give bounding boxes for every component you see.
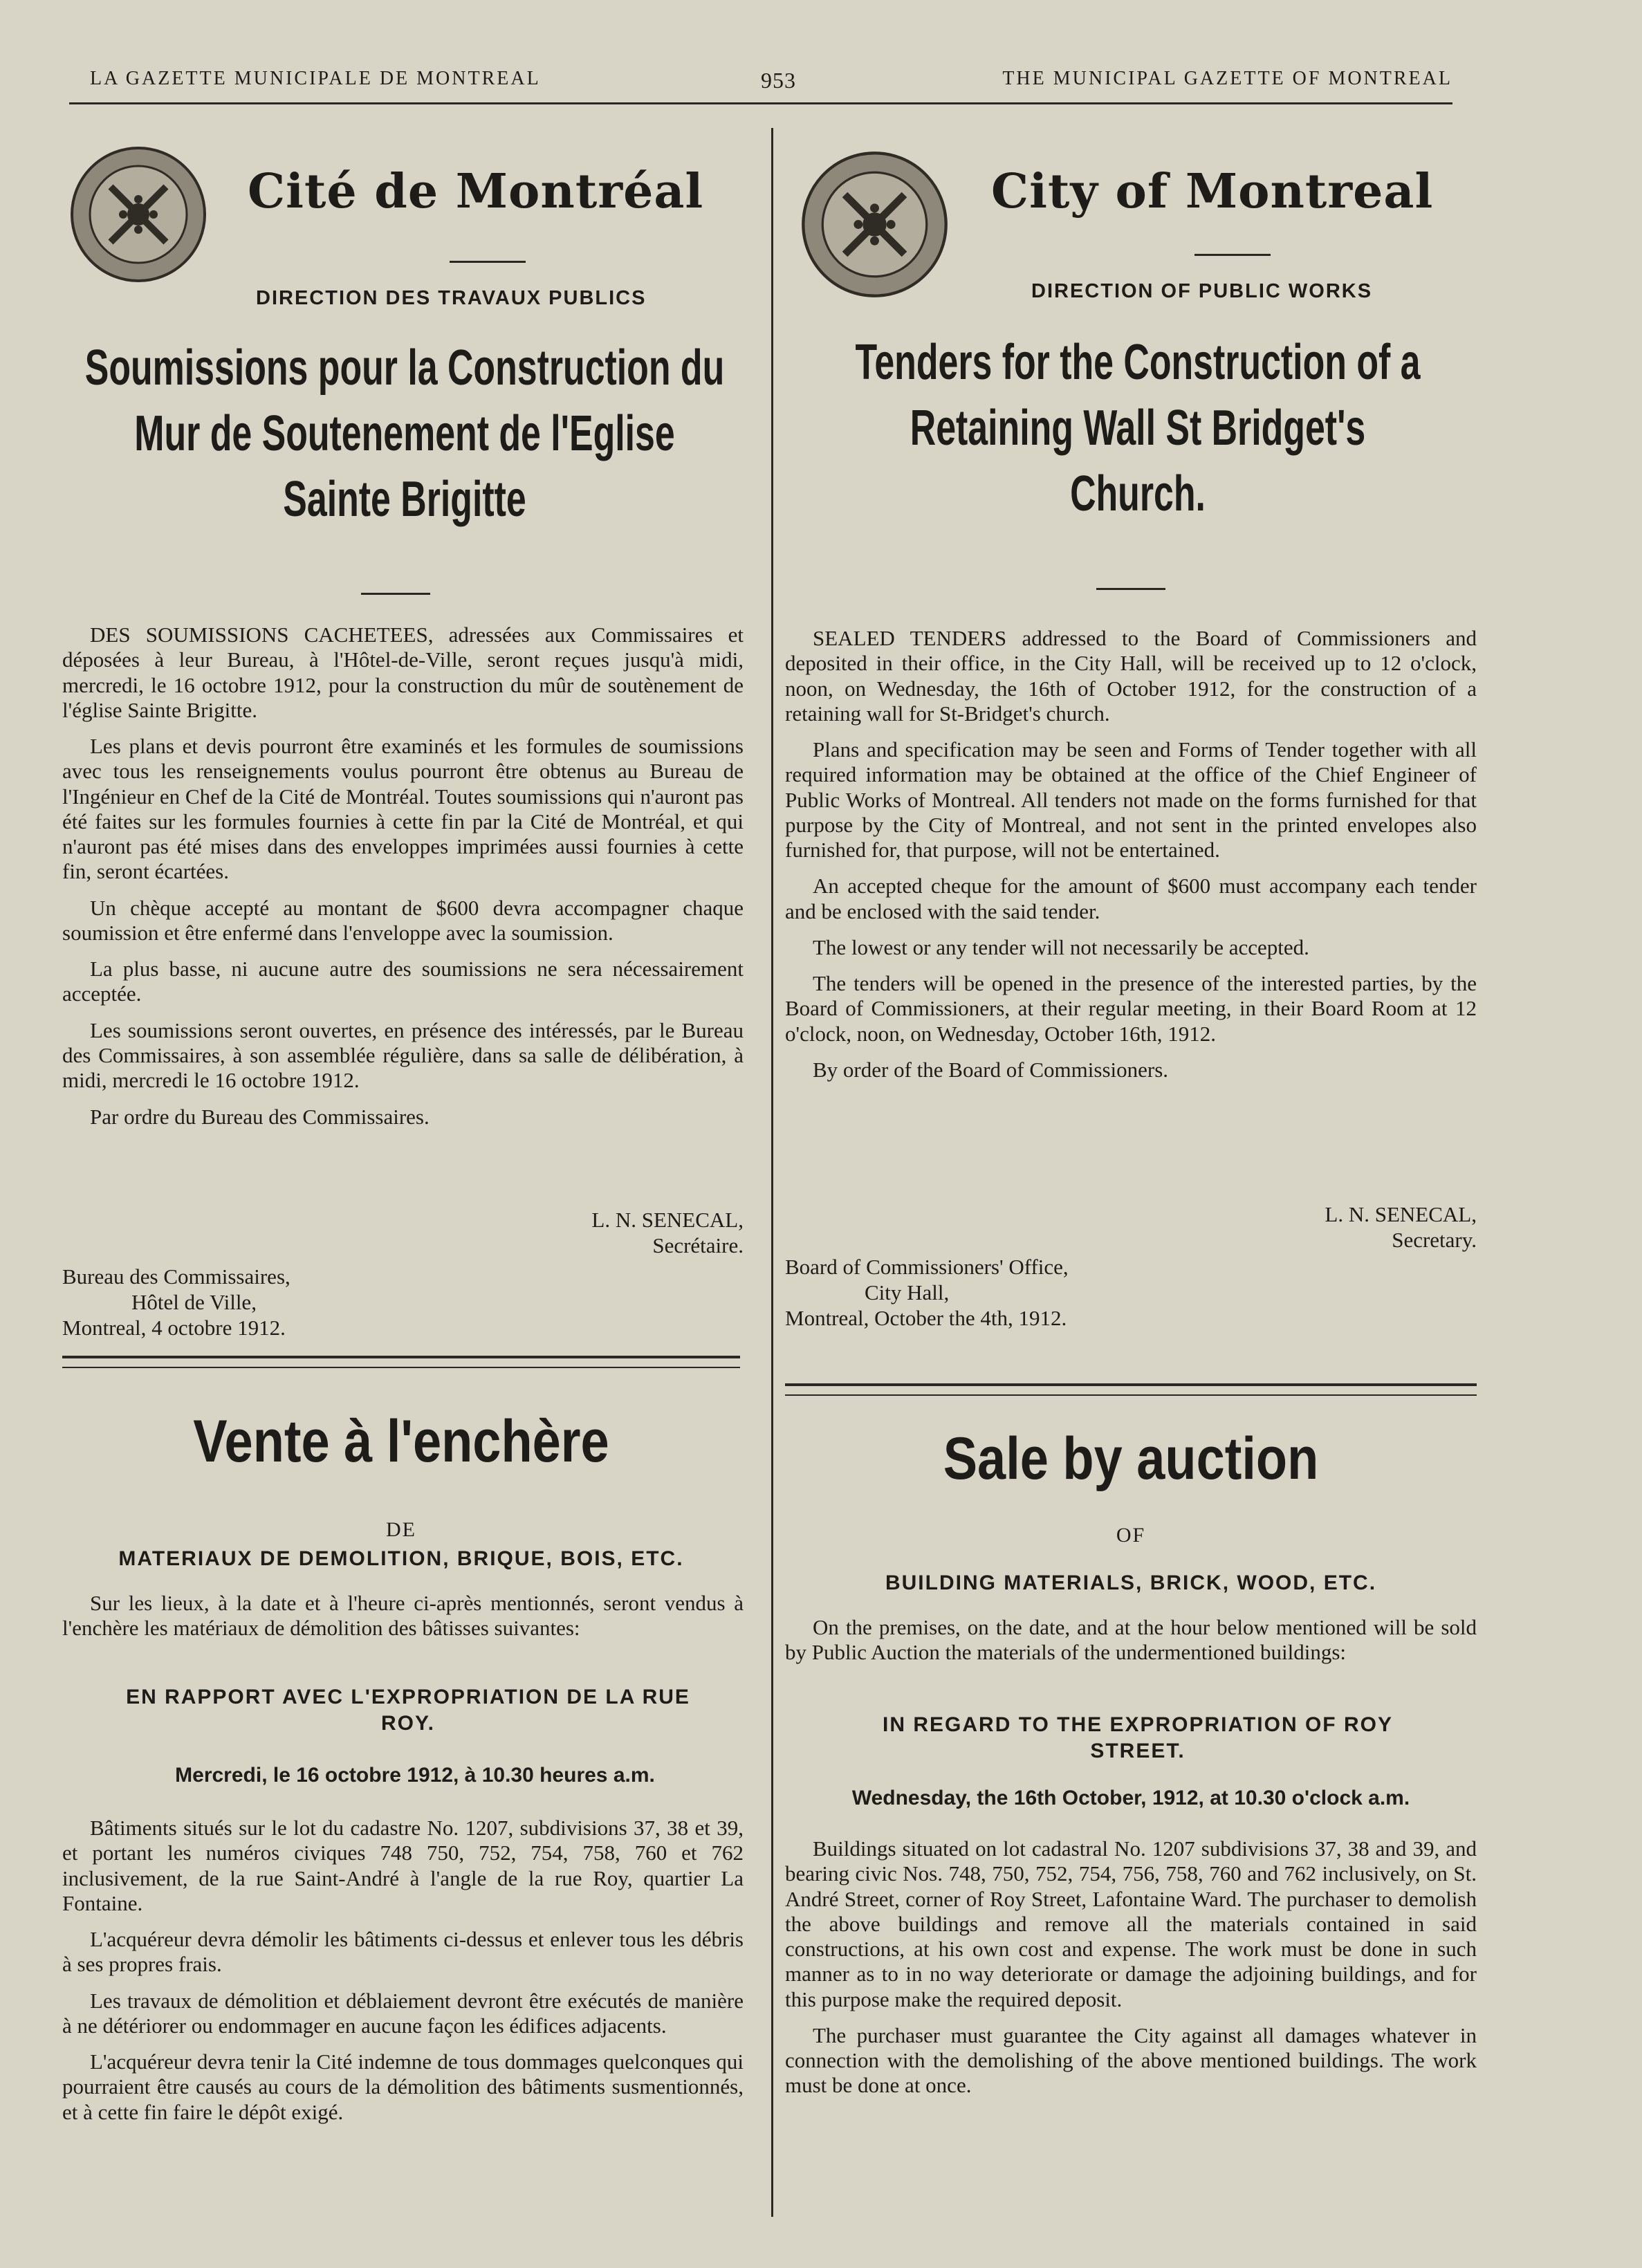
running-header — [90, 68, 1452, 95]
auction-date-fr: Mercredi, le 16 octobre 1912, à 10.30 heures a.m. — [175, 1764, 655, 1787]
signature-en — [1214, 1201, 1477, 1253]
office-line-2: Hôtel de Ville, — [131, 1290, 257, 1315]
page-number: 953 — [761, 68, 796, 93]
tender-title-en-line-2: Retaining Wall St Bridget's — [910, 400, 1366, 457]
paragraph: Plans and specification may be seen and Forms of Tender together with all required information may be obtained at the office of the Chief Engineer of Public Works of Montreal. All tenders not made on the forms furnished for that purpose by the City of Montreal, and not sent in the printed envelopes also furnished for, that purpose, will not be entertained. — [785, 737, 1477, 863]
title-rule-fr — [450, 261, 526, 263]
auction-intro-fr — [62, 1591, 744, 1652]
title-short-rule-en — [1096, 588, 1165, 590]
section-rule-fr — [62, 1356, 740, 1368]
office-line-3: Montreal, October the 4th, 1912. — [785, 1306, 1067, 1331]
direction-fr: DIRECTION DES TRAVAUX PUBLICS — [256, 287, 647, 309]
auction-date-en: Wednesday, the 16th October, 1912, at 10.30 o'clock a.m. — [851, 1787, 1410, 1809]
auction-intro-en — [785, 1615, 1477, 1677]
signer-name: L. N. SENECAL, — [591, 1208, 744, 1232]
paragraph: An accepted cheque for the amount of $600 must accompany each tender and be enclosed with the said tender. — [785, 874, 1477, 923]
office-line-2: City Hall, — [865, 1280, 950, 1305]
signer-name: L. N. SENECAL, — [1325, 1202, 1477, 1226]
paragraph: Bâtiments situés sur le lot du cadastre No. 1207, subdivisions 37, 38 et 39, et portant les numéros civiques 748 750, 752, 754, 758, 760 et 762 inclusivement, de la rue Saint-André à l'angle de la rue Roy, quartier La Fontaine. — [62, 1816, 744, 1915]
signer-title: Secretary. — [1392, 1228, 1477, 1253]
paragraph: Les travaux de démolition et déblaiement devront être exécutés de manière à ne détériorer ou endommager en aucune façon les édifices adjacents. — [62, 1988, 744, 2038]
paragraph: SEALED TENDERS addressed to the Board of Commissioners and deposited in their office, in the City Hall, will be received up to 12 o'clock, noon, on Wednesday, the 16th of October 1912, for the construction of a retaining wall for St-Bridget's church. — [785, 626, 1477, 726]
auction-heading-fr: EN RAPPORT AVEC L'EXPROPRIATION DE LA RUE ROY. — [126, 1686, 690, 1735]
paragraph: Les plans et devis pourront être examinés et les formules de soumissions avec tous les renseignements voulus pourront être obtenus au Bureau de l'Ingénieur en Chef de la Cité de Montréal. Toutes soumissions qui n'auront pas été faites sur les formules fournies à cette fin par la Cité de Montréal, et qui n'auront pas été mises dans des enveloppes imprimées aussi fournies à cette fin, seront écartées. — [62, 734, 744, 884]
auction-body-en — [785, 1836, 1477, 2110]
tender-title-fr-line-3: Sainte Brigitte — [283, 472, 526, 528]
tender-body-fr — [62, 623, 744, 1141]
paragraph: On the premises, on the date, and at the hour below mentioned will be sold by Public Auction the materials of the undermentioned buildings: — [785, 1615, 1477, 1665]
paragraph: The purchaser must guarantee the City against all damages whatever in connection with the demolishing of the above mentioned buildings. The work must be done at once. — [785, 2022, 1477, 2098]
city-title-en: City of Montreal — [991, 164, 1434, 219]
paragraph: Buildings situated on lot cadastral No. 1207 subdivisions 37, 38 and 39, and bearing civic Nos. 748, 750, 752, 754, 756, 758, 760 and 762 inclusively, on St. André Street, corner of Roy Street, Lafontaine Ward. The purchaser to demolish the above buildings and remove all the materials contained in said constructions, at his own cost and expense. The work must be done in such manner as to in no way deteriorate or damage the adjoining buildings, and for this purpose make the required deposit. — [785, 1836, 1477, 2011]
office-en — [785, 1254, 1069, 1331]
order-line: Par ordre du Bureau des Commissaires. — [90, 1104, 430, 1129]
paragraph: Sur les lieux, à la date et à l'heure ci-après mentionnés, seront vendus à l'enchère les matériaux de démolition des bâtisses suivantes: — [62, 1591, 744, 1641]
city-title-fr: Cité de Montréal — [248, 164, 704, 219]
header-english-title: THE MUNICIPAL GAZETTE OF MONTREAL — [1002, 68, 1452, 89]
signer-title: Secrétaire. — [652, 1233, 744, 1258]
auction-of: OF — [1116, 1524, 1146, 1547]
auction-title-en: Sale by auction — [943, 1426, 1319, 1492]
direction-en: DIRECTION OF PUBLIC WORKS — [1031, 280, 1373, 302]
auction-subtitle-en: BUILDING MATERIALS, BRICK, WOOD, ETC. — [885, 1571, 1377, 1594]
auction-title-fr: Vente à l'enchère — [193, 1408, 609, 1475]
office-line-1: Bureau des Commissaires, — [62, 1264, 290, 1289]
auction-body-fr — [62, 1816, 744, 2136]
paragraph: La plus basse, ni aucune autre des soumissions ne sera nécessairement acceptée. — [62, 957, 744, 1006]
tender-title-en — [804, 330, 1472, 527]
office-fr — [62, 1264, 290, 1341]
paragraph: L'acquéreur devra démolir les bâtiments ci-dessus et enlever tous les débris à ses propres frais. — [62, 1927, 744, 1977]
tender-title-fr-line-1: Soumissions pour la Construction du — [84, 340, 725, 396]
office-line-3: Montreal, 4 octobre 1912. — [62, 1316, 286, 1340]
paragraph: DES SOUMISSIONS CACHETEES, adressées aux Commissaires et déposées à leur Bureau, à l'Hôtel-de-Ville, seront reçues jusqu'à midi, mercredi, le 16 octobre 1912, pour la construction du mûr de soutènement de l'église Sainte Brigitte. — [62, 623, 744, 722]
office-line-1: Board of Commissioners' Office, — [785, 1255, 1069, 1279]
header-rule — [69, 102, 1452, 104]
tender-title-fr-line-2: Mur de Soutenement de l'Eglise — [134, 406, 675, 462]
order-line: By order of the Board of Commissioners. — [813, 1057, 1169, 1082]
auction-subtitle-fr: MATERIAUX DE DEMOLITION, BRIQUE, BOIS, ETC. — [118, 1547, 684, 1570]
tender-title-fr — [68, 335, 741, 533]
tender-title-en-line-3: Church. — [1070, 466, 1206, 522]
french-column — [62, 142, 747, 2217]
title-short-rule-fr — [361, 593, 430, 595]
paragraph: The lowest or any tender will not necessarily be accepted. — [813, 934, 1309, 959]
city-seal-icon — [800, 150, 949, 299]
auction-heading-en: IN REGARD TO THE EXPROPRIATION OF ROY STREET. — [883, 1713, 1393, 1762]
auction-de: DE — [386, 1518, 416, 1541]
paragraph: L'acquéreur devra tenir la Cité indemne de tous dommages quelconques qui pourraient être causés au cours de la démolition des bâtiments susmentionnés, et à cette fin faire le dépôt exigé. — [62, 2049, 744, 2124]
header-french-title: LA GAZETTE MUNICIPALE DE MONTREAL — [90, 68, 541, 89]
signature-fr — [491, 1207, 744, 1258]
tender-title-en-line-1: Tenders for the Construction of a — [855, 335, 1421, 390]
english-column — [785, 142, 1477, 2217]
tender-body-en — [785, 626, 1477, 1094]
section-rule-en — [785, 1383, 1477, 1396]
city-seal-icon — [69, 145, 207, 284]
paragraph: The tenders will be opened in the presence of the interested parties, by the Board of Commissioners, at their regular meeting, in their Board Room at 12 o'clock, noon, on Wednesday, October 16th, 1912. — [785, 971, 1477, 1046]
paragraph: Les soumissions seront ouvertes, en présence des intéressés, par le Bureau des Commissaires, à son assemblée régulière, dans sa salle de délibération, à midi, mercredi le 16 octobre 1912. — [62, 1017, 744, 1093]
title-rule-en — [1194, 254, 1271, 256]
column-divider — [771, 128, 773, 2217]
paragraph: Un chèque accepté au montant de $600 devra accompagner chaque soumission et être enfermé dans l'enveloppe avec la soumission. — [62, 895, 744, 945]
